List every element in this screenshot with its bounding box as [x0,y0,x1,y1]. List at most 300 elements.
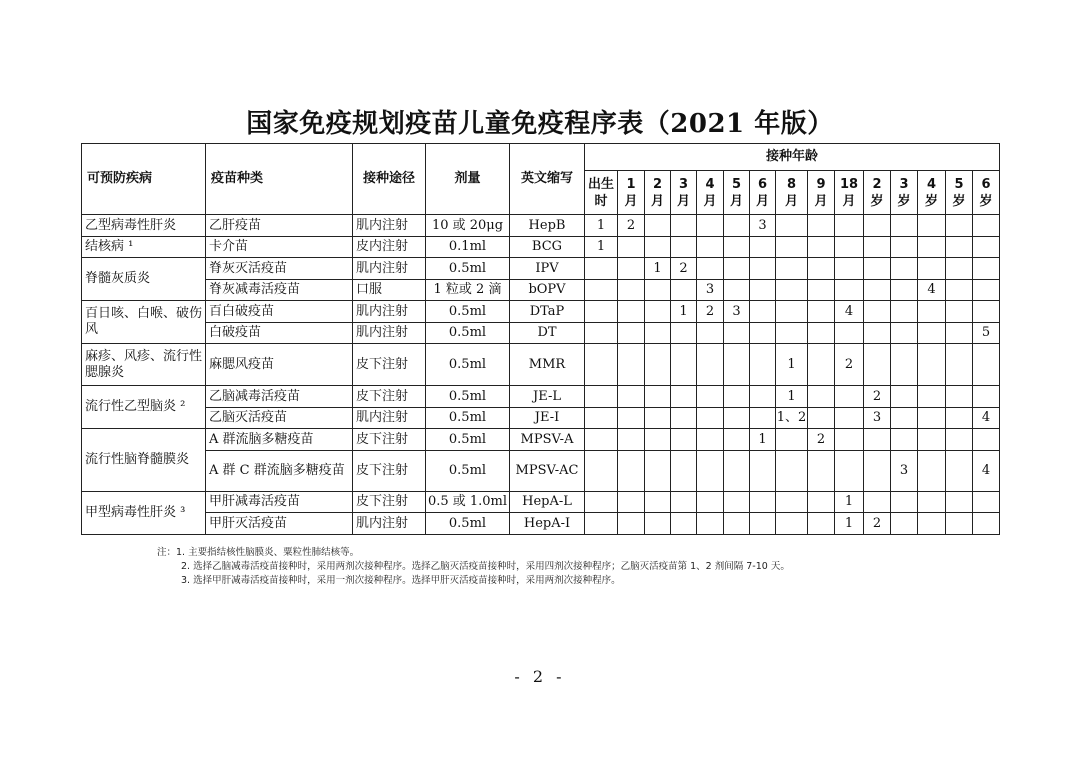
abbr-cell: HepA-L [510,492,585,513]
dose-number-cell [891,301,918,323]
dose-number-cell [973,280,1000,301]
dose-number-cell [918,215,946,237]
header-disease: 可预防疾病 [82,144,206,215]
header-age-5 [724,171,750,215]
dose-number-cell [864,323,891,344]
header-age-value: 4 [926,176,937,192]
dose-number-cell [618,451,645,492]
dose-number-cell [585,258,618,280]
dose-cell: 0.5ml [426,386,510,408]
dose-number-cell [697,386,724,408]
table-row [82,280,1000,301]
dose-number-cell: 1 [835,513,864,535]
vaccine-cell: 卡介苗 [206,237,353,258]
dose-number-cell [835,408,864,429]
header-age-value: 8 [786,176,797,192]
dose-number-cell [918,429,946,451]
table-row [82,451,1000,492]
dose-number-cell [776,258,808,280]
disease-cell: 百日咳、白喉、破伤风 [82,301,206,344]
dose-number-cell: 1 [671,301,697,323]
dose-number-cell [585,344,618,386]
header-age-12 [918,171,946,215]
dose-number-cell [750,386,776,408]
dose-number-cell [724,237,750,258]
dose-number-cell [671,451,697,492]
dose-number-cell [946,513,973,535]
dose-number-cell: 4 [835,301,864,323]
dose-number-cell [808,386,835,408]
abbr-cell: HepA-I [510,513,585,535]
dose-number-cell [724,280,750,301]
dose-number-cell: 1 [750,429,776,451]
dose-number-cell [671,429,697,451]
disease-cell: 流行性脑脊髓膜炎 [82,429,206,492]
dose-number-cell [724,492,750,513]
dose-number-cell [891,215,918,237]
dose-number-cell [618,492,645,513]
header-age-unit: 岁 [897,193,911,209]
dose-number-cell [645,492,671,513]
table-row [82,301,1000,323]
header-age-value: 2 [872,176,882,192]
dose-number-cell [585,408,618,429]
dose-number-cell [946,344,973,386]
header-age-1 [618,171,645,215]
dose-number-cell [864,344,891,386]
header-age-9 [835,171,864,215]
table-row [82,258,1000,280]
header-age-unit: 岁 [870,193,884,209]
dose-number-cell [671,408,697,429]
dose-number-cell [918,237,946,258]
header-age-value: 出生 [587,176,614,192]
dose-number-cell [808,323,835,344]
route-cell: 皮内注射 [353,237,426,258]
dose-number-cell [973,215,1000,237]
dose-number-cell [891,237,918,258]
dose-number-cell [645,386,671,408]
dose-number-cell [645,237,671,258]
vaccine-cell: 脊灰减毒活疫苗 [206,280,353,301]
header-age-value: 1 [626,176,636,192]
dose-number-cell [973,492,1000,513]
page-number: - 2 - [514,667,566,686]
dose-number-cell [724,215,750,237]
dose-cell: 0.5ml [426,408,510,429]
dose-number-cell [585,492,618,513]
dose-number-cell [585,386,618,408]
dose-number-cell [697,451,724,492]
dose-number-cell [697,323,724,344]
dose-number-cell: 2 [864,513,891,535]
dose-number-cell [750,513,776,535]
dose-number-cell [918,386,946,408]
dose-number-cell [776,492,808,513]
dose-number-cell [776,451,808,492]
vaccine-cell: 乙肝疫苗 [206,215,353,237]
dose-number-cell [724,429,750,451]
abbr-cell: IPV [510,258,585,280]
abbr-cell: HepB [510,215,585,237]
dose-number-cell: 4 [918,280,946,301]
header-age-8 [808,171,835,215]
immunization-schedule-table [81,143,1000,535]
dose-number-cell [918,451,946,492]
table-row [82,215,1000,237]
dose-number-cell [776,280,808,301]
route-cell: 肌内注射 [353,301,426,323]
abbr-cell: DTaP [510,301,585,323]
header-age-unit: 月 [814,193,828,209]
dose-number-cell [835,215,864,237]
header-age-value: 5 [731,176,742,192]
dose-number-cell [724,344,750,386]
dose-number-cell [645,215,671,237]
dose-number-cell [697,429,724,451]
route-cell: 口服 [353,280,426,301]
dose-number-cell [671,215,697,237]
dose-number-cell [776,237,808,258]
dose-number-cell [645,513,671,535]
dose-number-cell [946,215,973,237]
dose-number-cell [864,258,891,280]
dose-number-cell [891,408,918,429]
vaccine-cell: 乙脑灭活疫苗 [206,408,353,429]
dose-number-cell: 1 [776,386,808,408]
vaccine-cell: 脊灰灭活疫苗 [206,258,353,280]
vaccine-cell: 麻腮风疫苗 [206,344,353,386]
dose-number-cell [891,492,918,513]
dose-number-cell [585,451,618,492]
header-dose: 剂量 [426,144,510,215]
abbr-cell: JE-I [510,408,585,429]
dose-number-cell [864,280,891,301]
route-cell: 肌内注射 [353,215,426,237]
header-abbr: 英文缩写 [510,144,585,215]
dose-number-cell [808,451,835,492]
dose-number-cell [724,513,750,535]
dose-number-cell: 2 [808,429,835,451]
dose-number-cell [835,280,864,301]
dose-number-cell [750,408,776,429]
route-cell: 皮下注射 [353,386,426,408]
vaccine-cell: A 群流脑多糖疫苗 [206,429,353,451]
header-vaccine: 疫苗种类 [206,144,353,215]
header-age-value: 9 [816,176,826,192]
dose-number-cell [750,323,776,344]
dose-number-cell [808,408,835,429]
abbr-cell: MPSV-A [510,429,585,451]
dose-number-cell [864,215,891,237]
dose-number-cell [618,323,645,344]
dose-number-cell [973,386,1000,408]
dose-number-cell [918,344,946,386]
dose-number-cell [864,237,891,258]
dose-number-cell [891,429,918,451]
dose-number-cell: 1、2 [776,408,808,429]
dose-number-cell [776,215,808,237]
document-title: 国家免疫规划疫苗儿童免疫程序表（2021 年版） [246,109,834,139]
header-age-value: 3 [678,176,689,192]
dose-number-cell [724,386,750,408]
header-age-value: 2 [652,176,663,192]
dose-number-cell [750,344,776,386]
table-row [82,492,1000,513]
dose-number-cell: 2 [697,301,724,323]
header-age-unit: 时 [594,193,608,209]
dose-number-cell [697,408,724,429]
dose-number-cell [585,280,618,301]
dose-number-cell [973,237,1000,258]
dose-number-cell: 3 [724,301,750,323]
dose-number-cell [891,323,918,344]
dose-number-cell [835,451,864,492]
dose-number-cell [750,451,776,492]
header-age-unit: 月 [676,193,690,209]
header-age-unit: 岁 [924,193,938,209]
dose-number-cell [750,301,776,323]
dose-number-cell [918,408,946,429]
dose-cell: 0.5ml [426,344,510,386]
dose-number-cell [891,280,918,301]
dose-cell: 0.5ml [426,301,510,323]
dose-number-cell [697,492,724,513]
dose-number-cell [724,408,750,429]
abbr-cell: JE-L [510,386,585,408]
dose-number-cell: 3 [750,215,776,237]
header-age-4 [697,171,724,215]
dose-number-cell [618,386,645,408]
dose-cell: 0.5ml [426,323,510,344]
header-age-unit: 月 [755,193,769,209]
dose-number-cell [835,237,864,258]
disease-cell: 乙型病毒性肝炎 [82,215,206,237]
dose-number-cell [808,258,835,280]
dose-number-cell [585,301,618,323]
dose-number-cell [946,408,973,429]
dose-number-cell [645,301,671,323]
dose-number-cell: 3 [864,408,891,429]
dose-number-cell [864,429,891,451]
route-cell: 肌内注射 [353,513,426,535]
dose-number-cell [618,429,645,451]
disease-cell: 流行性乙型脑炎 ² [82,386,206,429]
dose-number-cell [946,429,973,451]
dose-number-cell [618,258,645,280]
dose-number-cell [835,429,864,451]
dose-number-cell [618,237,645,258]
dose-number-cell [724,258,750,280]
dose-number-cell [697,237,724,258]
dose-number-cell [808,492,835,513]
route-cell: 皮下注射 [353,492,426,513]
header-age-0 [585,171,618,215]
dose-number-cell [808,513,835,535]
dose-number-cell: 2 [671,258,697,280]
table-row [82,429,1000,451]
header-age-value: 6 [757,176,768,192]
dose-number-cell [946,237,973,258]
dose-number-cell: 1 [645,258,671,280]
dose-number-cell: 3 [697,280,724,301]
disease-cell: 甲型病毒性肝炎 ³ [82,492,206,535]
dose-number-cell [671,323,697,344]
dose-number-cell [750,280,776,301]
dose-number-cell [918,258,946,280]
dose-number-cell [835,386,864,408]
dose-number-cell [808,237,835,258]
dose-number-cell [724,451,750,492]
dose-number-cell [808,280,835,301]
dose-number-cell: 1 [585,215,618,237]
route-cell: 肌内注射 [353,323,426,344]
footnote-3: 3. 选择甲肝减毒活疫苗接种时，采用一剂次接种程序。选择甲肝灭活疫苗接种时，采用两剂次接种程序。 [181,575,621,586]
dose-number-cell [671,280,697,301]
dose-number-cell [864,451,891,492]
dose-number-cell [645,408,671,429]
header-age-10 [864,171,891,215]
dose-cell: 0.5 或 1.0ml [426,492,510,513]
dose-number-cell: 1 [585,237,618,258]
dose-cell: 0.5ml [426,513,510,535]
vaccine-cell: 乙脑减毒活疫苗 [206,386,353,408]
table-row [82,513,1000,535]
table-row [82,344,1000,386]
dose-number-cell [946,451,973,492]
dose-number-cell: 4 [973,451,1000,492]
footnote-1: 注：1. 主要指结核性脑膜炎、粟粒性肺结核等。 [157,547,360,558]
dose-number-cell [891,258,918,280]
table-row [82,386,1000,408]
dose-number-cell [864,301,891,323]
dose-cell: 0.1ml [426,237,510,258]
dose-number-cell [891,386,918,408]
header-age-unit: 月 [729,193,743,209]
vaccine-cell: A 群 C 群流脑多糖疫苗 [206,451,353,492]
dose-number-cell [891,513,918,535]
dose-number-cell [645,429,671,451]
dose-number-cell [808,344,835,386]
dose-number-cell [618,280,645,301]
dose-number-cell: 2 [618,215,645,237]
dose-number-cell [918,513,946,535]
header-age-11 [891,171,918,215]
dose-number-cell [585,323,618,344]
dose-number-cell: 2 [835,344,864,386]
footnote-2: 2. 选择乙脑减毒活疫苗接种时，采用两剂次接种程序。选择乙脑灭活疫苗接种时，采用四剂次接种程序；乙脑灭活疫苗第 1、2 剂间隔 7-10 天。 [181,561,790,572]
dose-number-cell [946,280,973,301]
dose-number-cell [697,513,724,535]
disease-cell: 脊髓灰质炎 [82,258,206,301]
route-cell: 皮下注射 [353,451,426,492]
dose-number-cell [750,492,776,513]
abbr-cell: MMR [510,344,585,386]
dose-number-cell [918,492,946,513]
dose-number-cell [671,386,697,408]
dose-number-cell: 1 [776,344,808,386]
dose-cell: 0.5ml [426,451,510,492]
vaccine-cell: 甲肝灭活疫苗 [206,513,353,535]
abbr-cell: bOPV [510,280,585,301]
route-cell: 肌内注射 [353,408,426,429]
header-age-unit: 岁 [979,193,993,209]
dose-number-cell [585,429,618,451]
dose-number-cell [918,301,946,323]
header-age-14 [973,171,1000,215]
header-age-value: 4 [705,176,715,192]
dose-number-cell [835,323,864,344]
dose-number-cell [864,492,891,513]
header-age-group: 接种年龄 [585,144,1000,171]
header-age-2 [645,171,671,215]
dose-number-cell [671,344,697,386]
disease-cell: 麻疹、风疹、流行性腮腺炎 [82,344,206,386]
header-age-value: 3 [899,176,909,192]
dose-number-cell [671,492,697,513]
dose-number-cell [918,323,946,344]
dose-number-cell [776,323,808,344]
dose-number-cell [973,258,1000,280]
dose-cell: 10 或 20μg [426,215,510,237]
dose-number-cell [776,301,808,323]
dose-number-cell [750,258,776,280]
dose-number-cell [973,513,1000,535]
dose-number-cell [808,301,835,323]
table-row [82,237,1000,258]
dose-number-cell [946,492,973,513]
header-age-unit: 月 [703,193,717,209]
header-age-value: 6 [981,176,991,192]
dose-number-cell: 2 [864,386,891,408]
header-route: 接种途径 [353,144,426,215]
header-age-13 [946,171,973,215]
abbr-cell: MPSV-AC [510,451,585,492]
dose-number-cell [946,258,973,280]
dose-number-cell [973,429,1000,451]
dose-number-cell [697,258,724,280]
dose-number-cell [645,280,671,301]
dose-number-cell [618,513,645,535]
vaccine-cell: 甲肝减毒活疫苗 [206,492,353,513]
abbr-cell: DT [510,323,585,344]
dose-number-cell [750,237,776,258]
dose-number-cell [671,513,697,535]
dose-number-cell [891,344,918,386]
route-cell: 肌内注射 [353,258,426,280]
dose-cell: 0.5ml [426,429,510,451]
table-row [82,323,1000,344]
header-age-unit: 岁 [952,193,966,209]
dose-number-cell [973,301,1000,323]
dose-number-cell [671,237,697,258]
dose-number-cell: 3 [891,451,918,492]
header-age-unit: 月 [624,193,638,209]
dose-number-cell [973,344,1000,386]
header-age-value: 5 [954,176,964,192]
route-cell: 皮下注射 [353,344,426,386]
dose-number-cell [946,301,973,323]
header-age-unit: 月 [842,193,856,209]
dose-number-cell [618,301,645,323]
header-age-value: 18 [839,176,859,192]
dose-number-cell [697,215,724,237]
header-age-6 [750,171,776,215]
dose-number-cell [645,344,671,386]
dose-cell: 1 粒或 2 滴 [426,280,510,301]
dose-number-cell: 1 [835,492,864,513]
header-age-7 [776,171,808,215]
